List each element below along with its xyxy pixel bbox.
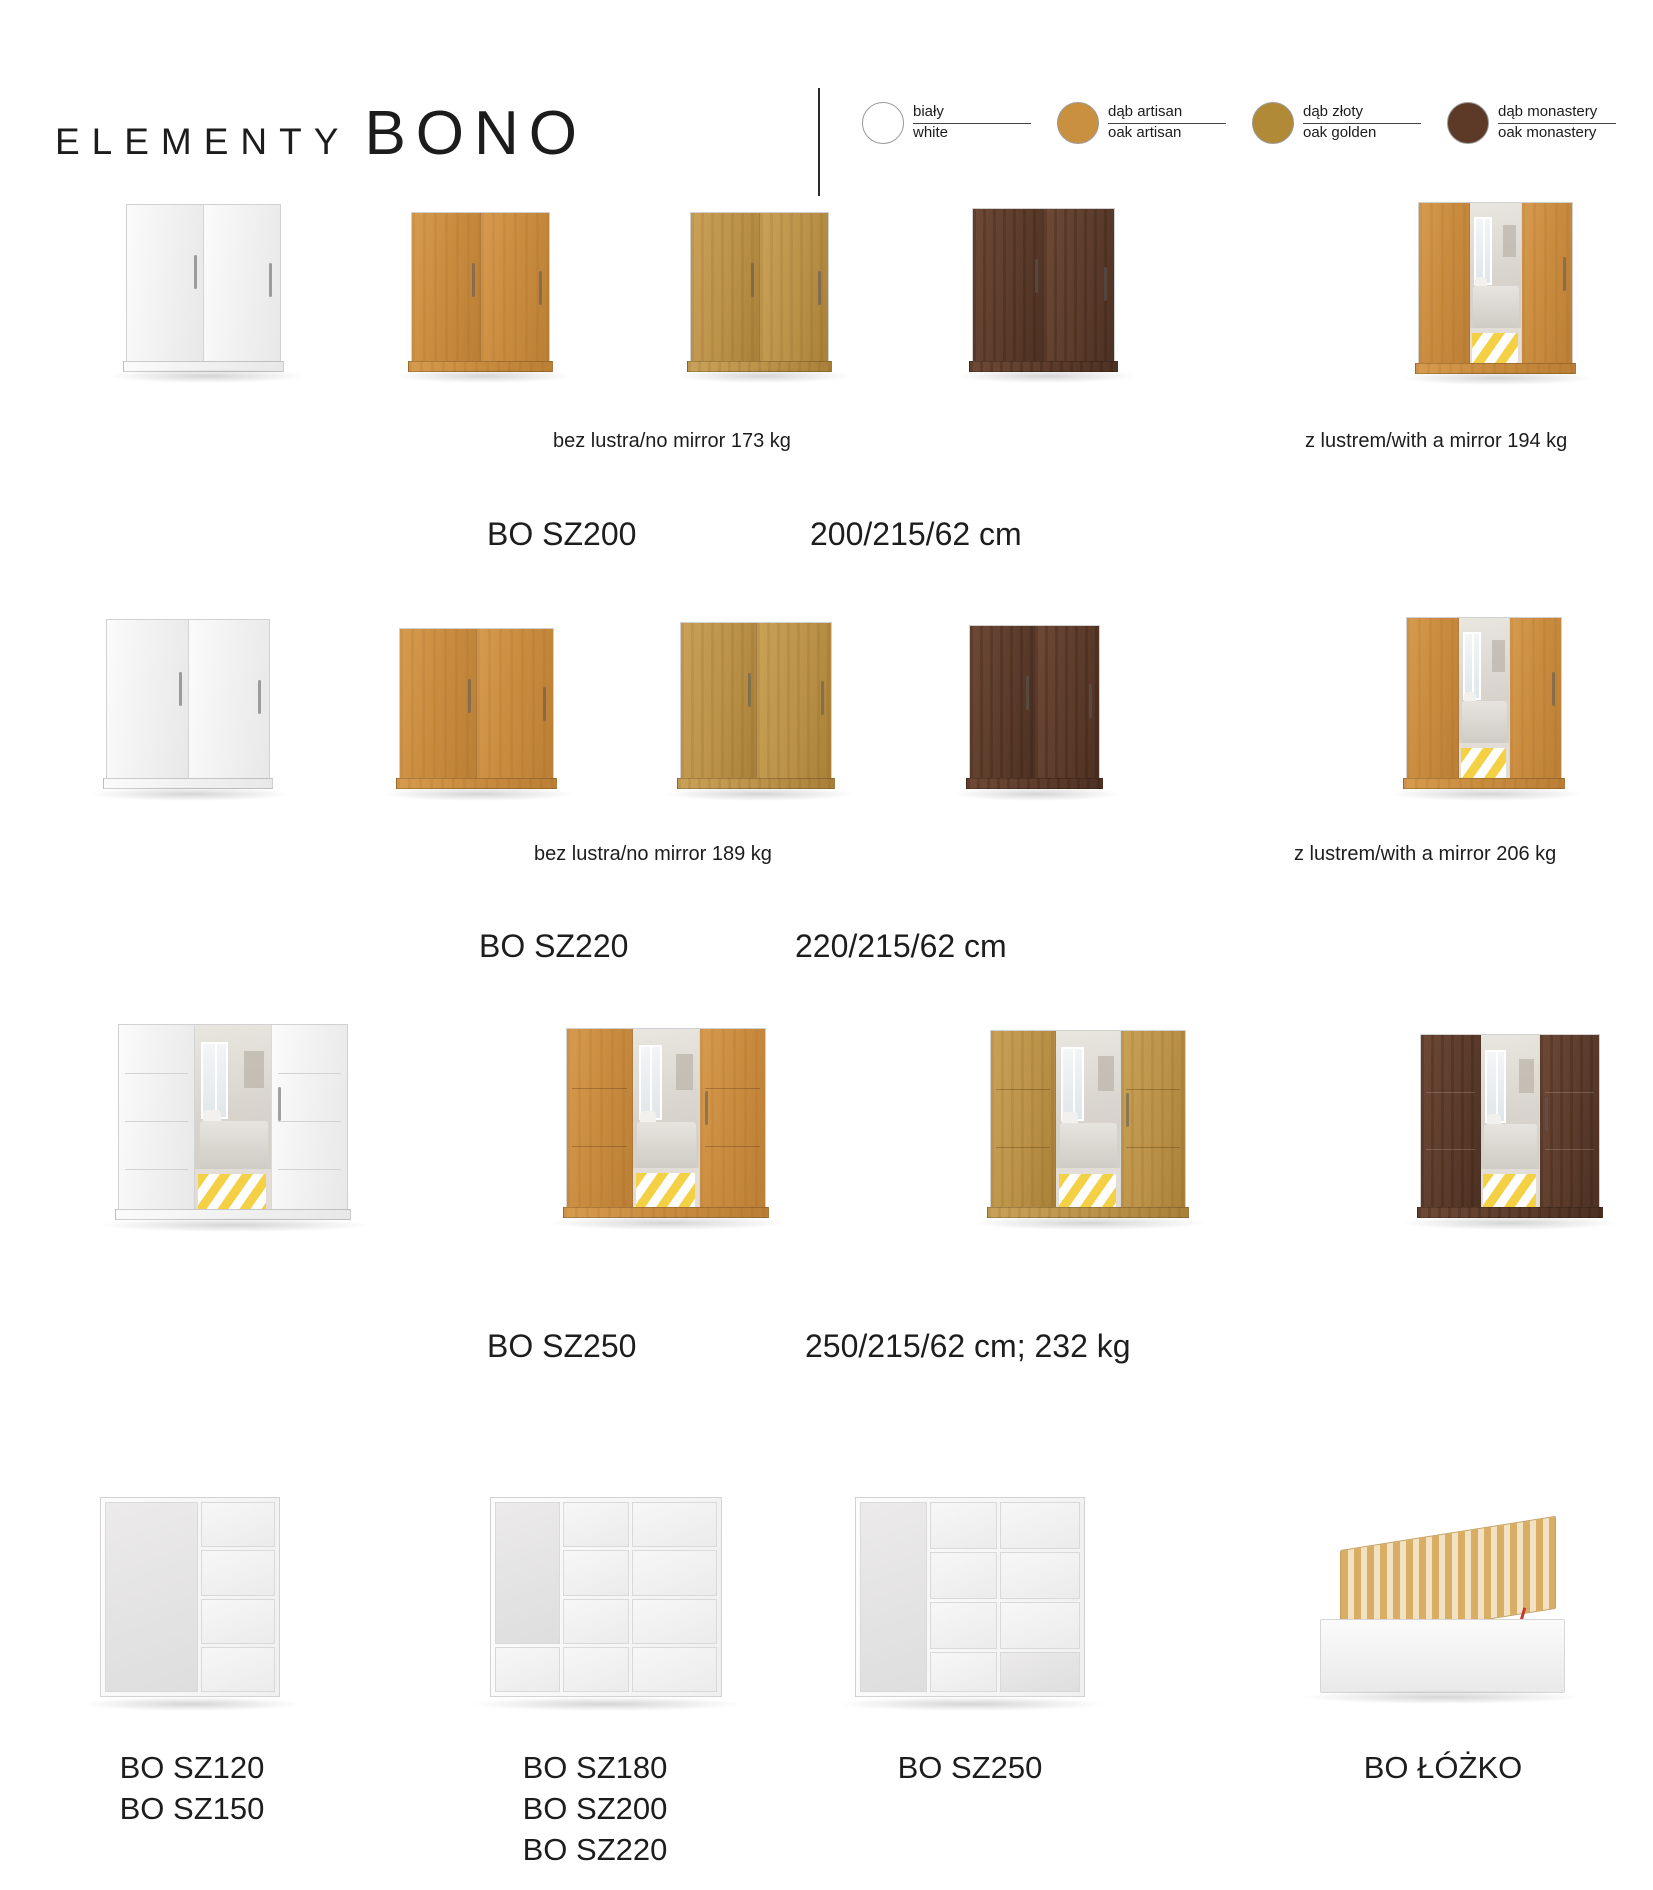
swatch-white [862,102,904,144]
legend-item-oak-monastery [1447,102,1642,144]
wardrobe-body [107,620,269,778]
shelf-cell [495,1647,560,1692]
door-right [477,629,553,778]
shadow [1390,787,1582,801]
wardrobe-sz200-white [126,204,281,362]
hanging-cell [105,1502,198,1692]
shadow [548,1216,786,1230]
door-mirror [633,1029,699,1207]
wardrobe-sz200-monastery [972,208,1115,362]
wardrobe-body [1421,1035,1599,1207]
header-divider [818,88,820,196]
legend-pl: dąb monastery [1498,103,1598,121]
shelf-cell [1000,1502,1080,1549]
wardrobe-sz200-golden [690,212,829,362]
shadow [90,787,290,801]
hanging-cell [860,1502,927,1692]
carcass-sz250 [855,1497,1085,1697]
legend-en: oak artisan [1108,123,1182,141]
wardrobe-sz220-artisan [399,628,554,779]
label-line: BO SZ220 [522,1831,668,1867]
legend-pl: dąb artisan [1108,103,1183,121]
door-left [107,620,189,778]
shelf-cell [563,1647,628,1692]
legend-label-white [913,102,948,144]
wardrobe-body [973,209,1114,361]
wardrobe-body [400,629,553,778]
wardrobe-sz250-golden [990,1030,1186,1208]
door-right [1540,1035,1599,1207]
shadow [110,369,305,383]
shelf-cell [930,1652,997,1692]
shelf-cell [930,1602,997,1649]
door-left [1419,203,1470,363]
door-left [567,1029,633,1207]
shelf-cell [563,1599,628,1644]
wardrobe-sz250-artisan [566,1028,766,1208]
legend-pl: biały [913,103,944,121]
label-lozko [1318,1748,1568,1789]
wardrobe-body [1419,203,1572,363]
wardrobe-body [567,1029,765,1207]
wardrobe-sz200-artisan [411,212,550,362]
legend-en: oak golden [1303,123,1377,141]
door-left [412,213,481,361]
brand-title [55,98,587,169]
door-left [1407,618,1459,778]
label-line: BO SZ180 [522,1750,668,1785]
model-code-sz200: BO SZ200 [487,516,637,552]
wardrobe-body [681,623,831,778]
door-left [400,629,477,778]
shadow [838,1697,1104,1711]
swatch-oak-golden [1252,102,1294,144]
shadow [1402,1216,1618,1230]
shelf-cell [201,1599,275,1644]
wardrobe-sz220-white [106,619,270,779]
shelf-cell [1000,1602,1080,1649]
shadow [665,787,853,801]
door-mirror [1459,618,1511,778]
carcass-sz180-sz200-sz220 [490,1497,722,1697]
door-left [127,205,204,361]
wardrobe-sz220-golden [680,622,832,779]
wardrobe-body [691,213,828,361]
mirror-scene [1056,1031,1120,1207]
shadow [1402,371,1592,385]
door-right [1035,626,1099,778]
shadow [954,787,1119,801]
page-header [0,50,1653,168]
model-dimensions-sz250: 250/215/62 cm; 232 kg [805,1328,1131,1364]
shelf-cell [632,1647,717,1692]
wardrobe-sz220-monastery [969,625,1100,779]
shelf-cell [632,1599,717,1644]
legend-rule [1303,123,1421,124]
shelf-cell [930,1502,997,1549]
door-right [189,620,270,778]
shelf-cell [201,1550,275,1595]
door-right [700,1029,765,1207]
caption-with-mirror-sz200: z lustrem/with a mirror 194 kg [1305,430,1568,452]
wardrobe-body [1407,618,1561,778]
legend-item-oak-artisan [1057,102,1252,144]
legend-item-white [862,102,1057,144]
door-mirror [1470,203,1521,363]
shadow [472,1697,742,1711]
door-left [119,1025,195,1209]
legend-en: white [913,123,949,141]
shelf-cell [1000,1552,1080,1599]
door-left [1421,1035,1481,1207]
shadow [396,369,571,383]
door-right [204,205,280,361]
shadow [84,1697,299,1711]
mirror-scene [1470,203,1520,363]
label-line: BO SZ150 [119,1790,265,1826]
shelf-cell [930,1552,997,1599]
mirror-scene [633,1029,698,1207]
door-left [691,213,760,361]
wardrobe-body [127,205,280,361]
wardrobe-body [412,213,549,361]
swatch-oak-monastery [1447,102,1489,144]
door-left [681,623,757,778]
door-right [272,1025,347,1209]
legend-rule [1108,123,1226,124]
label-line: BO SZ200 [522,1790,668,1826]
label-sz120-sz150 [72,1748,312,1830]
caption-no-mirror-sz200: bez lustra/no mirror 173 kg [553,430,791,452]
shelf-cell [563,1550,628,1595]
shadow [957,369,1135,383]
legend-pl: dąb złoty [1303,103,1364,121]
carcass-sz120-sz150 [100,1497,280,1697]
mirror-scene [1481,1035,1540,1207]
wardrobe-sz220-mirror [1406,617,1562,779]
hanging-cell [495,1502,560,1644]
shadow [100,1218,370,1232]
door-right [760,213,828,361]
label-line: BO SZ250 [897,1750,1043,1785]
legend-label-oak-artisan [1108,102,1182,144]
drawer-cell [1000,1652,1080,1692]
legend-label-oak-monastery [1498,102,1597,144]
door-left [991,1031,1056,1207]
color-legend [862,102,1642,144]
shadow [675,369,850,383]
wardrobe-sz250-monastery [1420,1034,1600,1208]
legend-item-oak-golden [1252,102,1447,144]
legend-label-oak-golden [1303,102,1376,144]
door-right [1044,209,1114,361]
brand-prefix: ELEMENTY [55,121,351,162]
wardrobe-body [991,1031,1185,1207]
model-dimensions-sz200: 200/215/62 cm [810,516,1022,552]
label-sz180-sz200-sz220 [470,1748,720,1871]
shelf-cell [201,1647,275,1692]
shelf-cell [201,1502,275,1547]
door-right [1121,1031,1185,1207]
door-right [1510,618,1561,778]
shelf-cell [563,1502,628,1547]
door-right [757,623,832,778]
shadow [383,787,573,801]
door-mirror [195,1025,271,1209]
mirror-scene [195,1025,270,1209]
legend-rule [913,123,1031,124]
shadow [972,1216,1206,1230]
caption-with-mirror-sz220: z lustrem/with a mirror 206 kg [1294,843,1557,865]
label-line: BO SZ120 [119,1750,265,1785]
door-right [1522,203,1572,363]
door-mirror [1481,1035,1541,1207]
shelf-cell [632,1550,717,1595]
wardrobe-body [970,626,1099,778]
wardrobe-sz200-mirror [1418,202,1573,364]
swatch-oak-artisan [1057,102,1099,144]
caption-no-mirror-sz220: bez lustra/no mirror 189 kg [534,843,772,865]
bed-frame [1320,1619,1565,1693]
wardrobe-body [119,1025,347,1209]
bed-lozko [1320,1533,1565,1693]
label-sz250 [850,1748,1090,1789]
shelf-cell [632,1502,717,1547]
door-right [481,213,549,361]
door-left [970,626,1035,778]
legend-en: oak monastery [1498,123,1597,141]
brand-name: BONO [364,99,588,168]
wardrobe-sz250-white [118,1024,348,1210]
mirror-scene [1459,618,1510,778]
legend-rule [1498,123,1616,124]
door-left [973,209,1044,361]
label-line: BO ŁÓŻKO [1363,1750,1523,1785]
model-code-sz250: BO SZ250 [487,1328,637,1364]
door-mirror [1056,1031,1121,1207]
model-code-sz220: BO SZ220 [479,928,629,964]
model-dimensions-sz220: 220/215/62 cm [795,928,1007,964]
shadow [1305,1690,1580,1704]
